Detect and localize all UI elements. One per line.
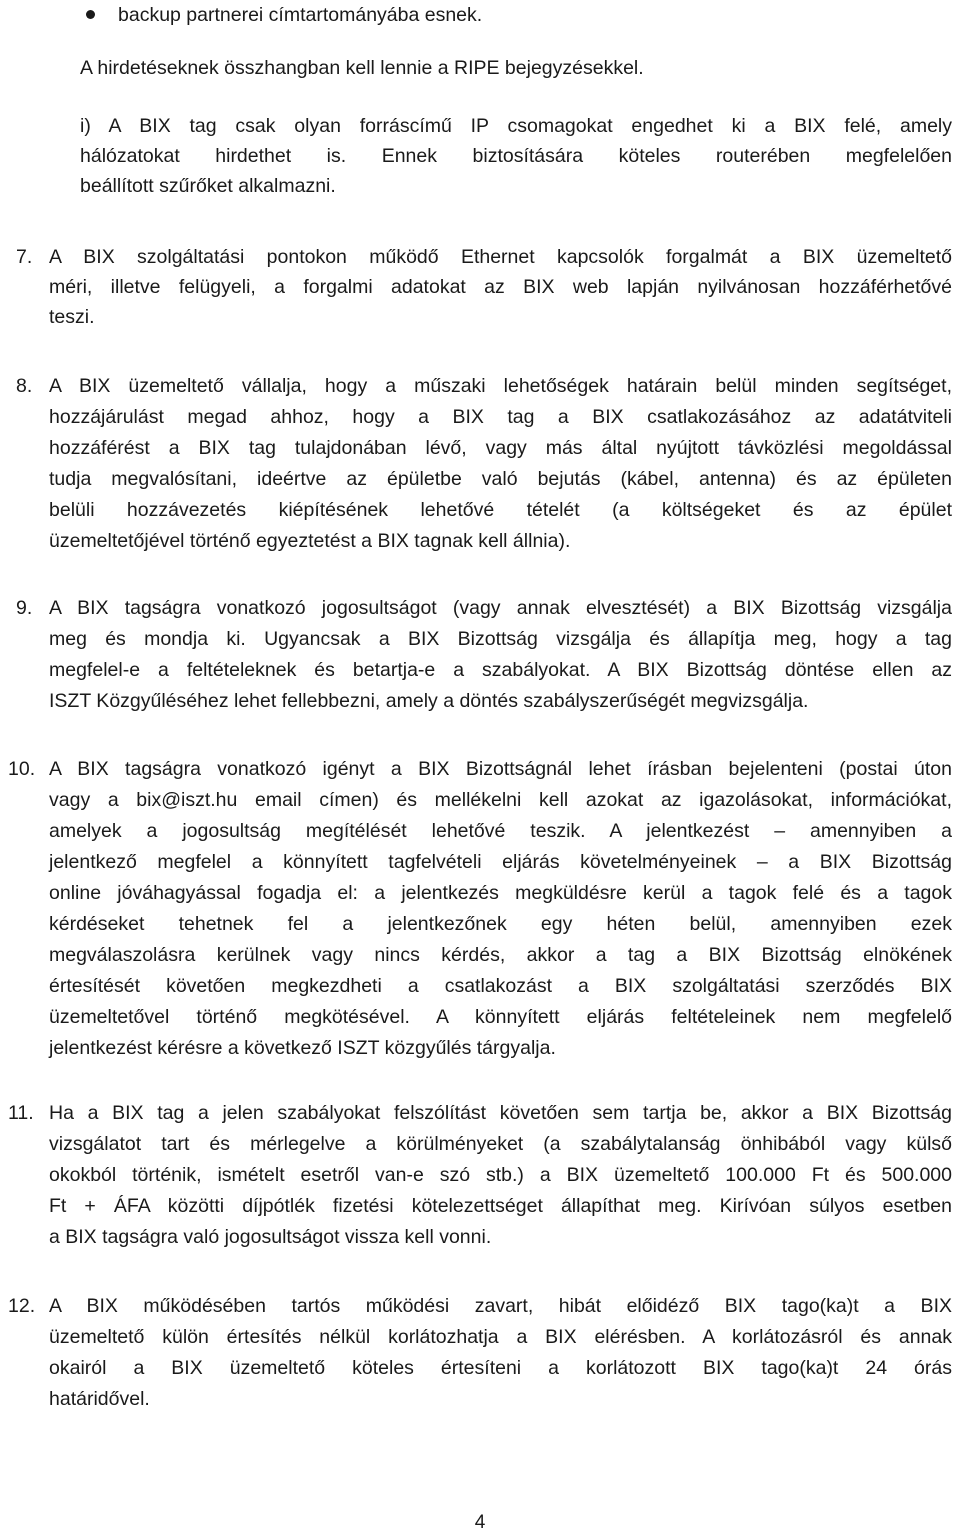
ripe-note: A hirdetéseknek összhangban kell lennie a RIPE bejegyzésekkel. — [80, 57, 644, 79]
item-i-line: hálózatokat hirdethet is. Ennek biztosítására köteles routerében megfelelően — [80, 145, 952, 167]
item-12-line: üzemeltető külön értesítés nélkül korlátozhatja a BIX elérésben. A korlátozásról és annak — [49, 1326, 952, 1348]
item-9-line: megfelel-e a feltételeknek és betartja-e a szabályokat. A BIX Bizottság döntése ellen az — [49, 659, 952, 681]
item-number: 8. — [16, 375, 33, 397]
item-8-line: A BIX üzemeltető vállalja, hogy a műszaki lehetőségek határain belül minden segítséget, — [49, 375, 952, 397]
item-7-line: A BIX szolgáltatási pontokon működő Ethernet kapcsolók forgalmát a BIX üzemeltető — [49, 246, 952, 268]
item-12-line: okairól a BIX üzemeltető köteles értesíteni a korlátozott BIX tago(ka)t 24 órás — [49, 1357, 952, 1379]
item-8-line: tudja megvalósítani, ideértve az épületbe való bejutás (kábel, antenna) és az épületen — [49, 468, 952, 490]
item-8-line: belüli hozzávezetés kiépítésének lehetővé tételét (a költségeket és az épület — [49, 499, 952, 521]
item-9-line: A BIX tagságra vonatkozó jogosultságot (vagy annak elvesztését) a BIX Bizottság vizsgálja — [49, 597, 952, 619]
item-10-line: A BIX tagságra vonatkozó igényt a BIX Bizottságnál lehet írásban bejelenteni (postai úton — [49, 758, 952, 780]
item-7-line: teszi. — [49, 306, 95, 328]
item-8-line: üzemeltetőjével történő egyeztetést a BIX tagnak kell állnia). — [49, 530, 571, 552]
item-11-line: okokból történik, ismételt esetről van-e szó stb.) a BIX üzemeltető 100.000 Ft és 500.000 — [49, 1164, 952, 1186]
item-10-line: online jóváhagyással fogadja el: a jelentkezés megküldésre kerül a tagok felé és a tagok — [49, 882, 952, 904]
bullet-text: backup partnerei címtartományába esnek. — [118, 4, 483, 26]
item-number: 9. — [16, 597, 33, 619]
item-11-line: vizsgálatot tart és mérlegelve a körülményeket (a szabálytalanság önhibából vagy külső — [49, 1133, 952, 1155]
item-12-line: határidővel. — [49, 1388, 150, 1410]
item-8-line: hozzájárulást megad ahhoz, hogy a BIX tag a BIX csatlakozásához az adatátviteli — [49, 406, 952, 428]
item-10-line: üzemeltetővel történő megkötésével. A könnyített eljárás feltételeinek nem megfelelő — [49, 1006, 952, 1028]
item-i-line: beállított szűrőket alkalmazni. — [80, 175, 336, 197]
item-10-line: jelentkező megfelel a könnyített tagfelvételi eljárás követelményeinek – a BIX Bizottság — [49, 851, 952, 873]
item-10-line: értesítését követően megkezdheti a csatlakozást a BIX szolgáltatási szerződés BIX — [49, 975, 952, 997]
bullet-list-item — [86, 0, 916, 30]
item-number: 10. — [8, 758, 36, 780]
item-number: 11. — [8, 1102, 34, 1124]
bullet-icon — [86, 0, 98, 30]
item-i-line: i) A BIX tag csak olyan forráscímű IP csomagokat engedhet ki a BIX felé, amely — [80, 115, 952, 137]
item-11-line: Ft + ÁFA közötti díjpótlék fizetési kötelezettséget állapíthat meg. Kirívóan súlyos esetben — [49, 1195, 952, 1217]
item-8-line: hozzáférést a BIX tag tulajdonában lévő, vagy más által nyújtott távközlési megoldással — [49, 437, 952, 459]
item-10-line: megválaszolásra kerülnek vagy nincs kérdés, akkor a tag a BIX Bizottság elnökének — [49, 944, 952, 966]
item-9-line: ISZT Közgyűléséhez lehet fellebbezni, amely a döntés szabályszerűségét megvizsgálja. — [49, 690, 809, 712]
item-number: 12. — [8, 1295, 36, 1317]
page-number: 4 — [474, 1512, 486, 1533]
item-10-line: jelentkezést kérésre a következő ISZT közgyűlés tárgyalja. — [49, 1037, 556, 1059]
item-10-line: vagy a bix@iszt.hu email címen) és mellékelni kell azokat az igazolásokat, információkat, — [49, 789, 952, 811]
item-11-line: Ha a BIX tag a jelen szabályokat felszólítást követően sem tartja be, akkor a BIX Bizottság — [49, 1102, 952, 1124]
item-number: 7. — [16, 246, 33, 268]
item-12-line: A BIX működésében tartós működési zavart, hibát előidéző BIX tago(ka)t a BIX — [49, 1295, 952, 1317]
item-11-line: a BIX tagságra való jogosultságot vissza kell vonni. — [49, 1226, 492, 1248]
item-10-line: amelyek a jogosultság megítélését lehetővé teszik. A jelentkezést – amennyiben a — [49, 820, 952, 842]
item-10-line: kérdéseket tehetnek fel a jelentkezőnek egy héten belül, amennyiben ezek — [49, 913, 952, 935]
item-9-line: meg és mondja ki. Ugyancsak a BIX Bizottság vizsgálja és állapítja meg, hogy a tag — [49, 628, 952, 650]
item-7-line: méri, illetve felügyeli, a forgalmi adatokat az BIX web lapján nyilvánosan hozzáférhetővé — [49, 276, 952, 298]
